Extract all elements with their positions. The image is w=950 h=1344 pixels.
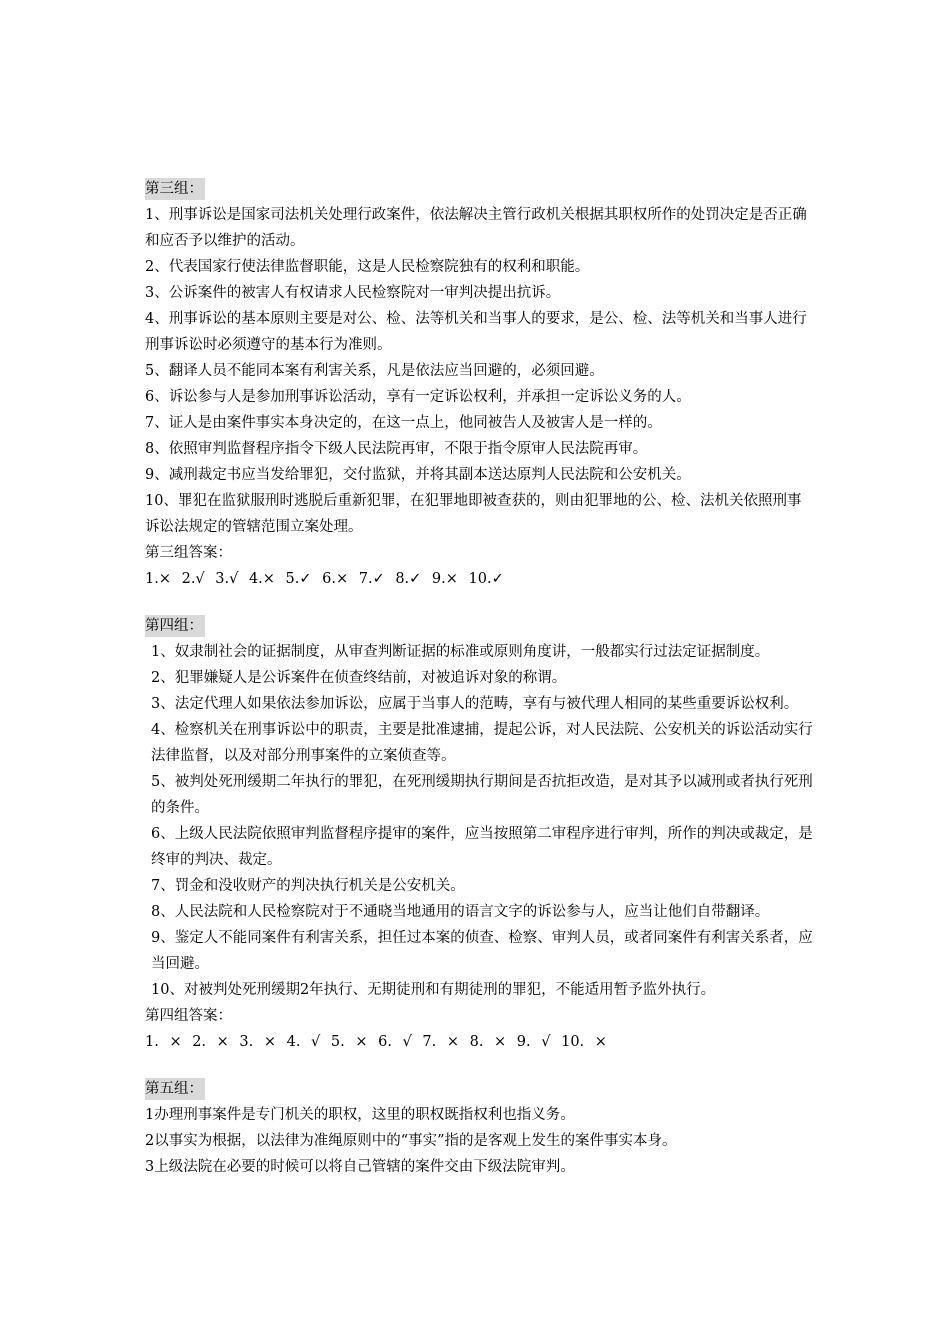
group5-title: 第五组： [145,1078,205,1100]
group4-item: 10、对被判处死刑缓期2年执行、无期徒刑和有期徒刑的罪犯，不能适用暂予监外执行。 [151,982,716,998]
group3-item: 2、代表国家行使法律监督职能，这是人民检察院独有的权利和职能。 [145,259,590,275]
group4-title: 第四组： [145,615,205,637]
group3-section [145,176,815,592]
group3-item: 3、公诉案件的被害人有权请求人民检察院对一审判决提出抗诉。 [145,285,561,301]
group3-item: 1、刑事诉讼是国家司法机关处理行政案件，依法解决主管行政机关根据其职权所作的处罚决定是否正确和应否予以维护的活动。 [145,207,807,249]
group3-item: 7、证人是由案件事实本身决定的，在这一点上，他同被告人及被害人是一样的。 [145,415,662,431]
group4-item: 3、法定代理人如果依法参加诉讼，应属于当事人的范畴，享有与被代理人相同的某些重要诉讼权利。 [151,696,799,712]
group3-item: 9、减刑裁定书应当发给罪犯，交付监狱，并将其副本送达原判人民法院和公安机关。 [145,467,691,483]
document-page [145,176,815,1180]
group3-item: 10、罪犯在监狱服刑时逃脱后重新犯罪，在犯罪地即被查获的，则由犯罪地的公、检、法机关依照刑事诉讼法规定的管辖范围立案处理。 [145,493,802,535]
group3-title: 第三组： [145,178,205,200]
group4-item: 4、检察机关在刑事诉讼中的职责，主要是批准逮捕，提起公诉，对人民法院、公安机关的诉讼活动实行法律监督，以及对部分刑事案件的立案侦查等。 [151,722,813,764]
group4-answer-title: 第四组答案： [145,1008,232,1024]
group4-item: 8、人民法院和人民检察院对于不通晓当地通用的语言文字的诉讼参与人，应当让他们自带翻译。 [151,904,770,920]
group3-item: 4、刑事诉讼的基本原则主要是对公、检、法等机关和当事人的要求，是公、检、法等机关和当事人进行刑事诉讼时必须遵守的基本行为准则。 [145,311,807,353]
group4-item: 5、被判处死刑缓期二年执行的罪犯，在死刑缓期执行期间是否抗拒改造，是对其予以减刑或者执行死刑的条件。 [151,774,813,816]
group4-section [145,613,815,1055]
group4-item: 2、犯罪嫌疑人是公诉案件在侦查终结前，对被追诉对象的称谓。 [151,670,567,686]
group5-item: 3上级法院在必要的时候可以将自己管辖的案件交由下级法院审判。 [145,1159,575,1175]
group5-item: 2以事实为根据，以法律为准绳原则中的“事实”指的是客观上发生的案件事实本身。 [145,1133,677,1149]
group4-item: 7、罚金和没收财产的判决执行机关是公安机关。 [151,878,465,894]
group3-item: 8、依照审判监督程序指令下级人民法院再审，不限于指令原审人民法院再审。 [145,441,648,457]
group4-item: 6、上级人民法院依照审判监督程序提审的案件，应当按照第二审程序进行审判，所作的判决或裁定，是终审的判决、裁定。 [151,826,813,868]
group5-item: 1办理刑事案件是专门机关的职权，这里的职权既指权利也指义务。 [145,1107,575,1123]
group5-section [145,1076,815,1180]
group3-answers: 1.× 2.√ 3.√ 4.× 5.✓ 6.× 7.✓ 8.✓ 9.× 10.✓ [145,571,504,587]
group3-item: 6、诉讼参与人是参加刑事诉讼活动，享有一定诉讼权利，并承担一定诉讼义务的人。 [145,389,691,405]
group3-answer-title: 第三组答案： [145,545,232,561]
group4-answers: 1. × 2. × 3. × 4. √ 5. × 6. √ 7. × 8. × 9. √ 10. × [145,1034,607,1050]
group4-item: 9、鉴定人不能同案件有利害关系，担任过本案的侦查、检察、审判人员，或者同案件有利害关系者，应当回避。 [151,930,813,972]
group3-item: 5、翻译人员不能同本案有利害关系，凡是依法应当回避的，必须回避。 [145,363,604,379]
group4-item: 1、奴隶制社会的证据制度，从审查判断证据的标准或原则角度讲，一般都实行过法定证据制度。 [151,644,770,660]
